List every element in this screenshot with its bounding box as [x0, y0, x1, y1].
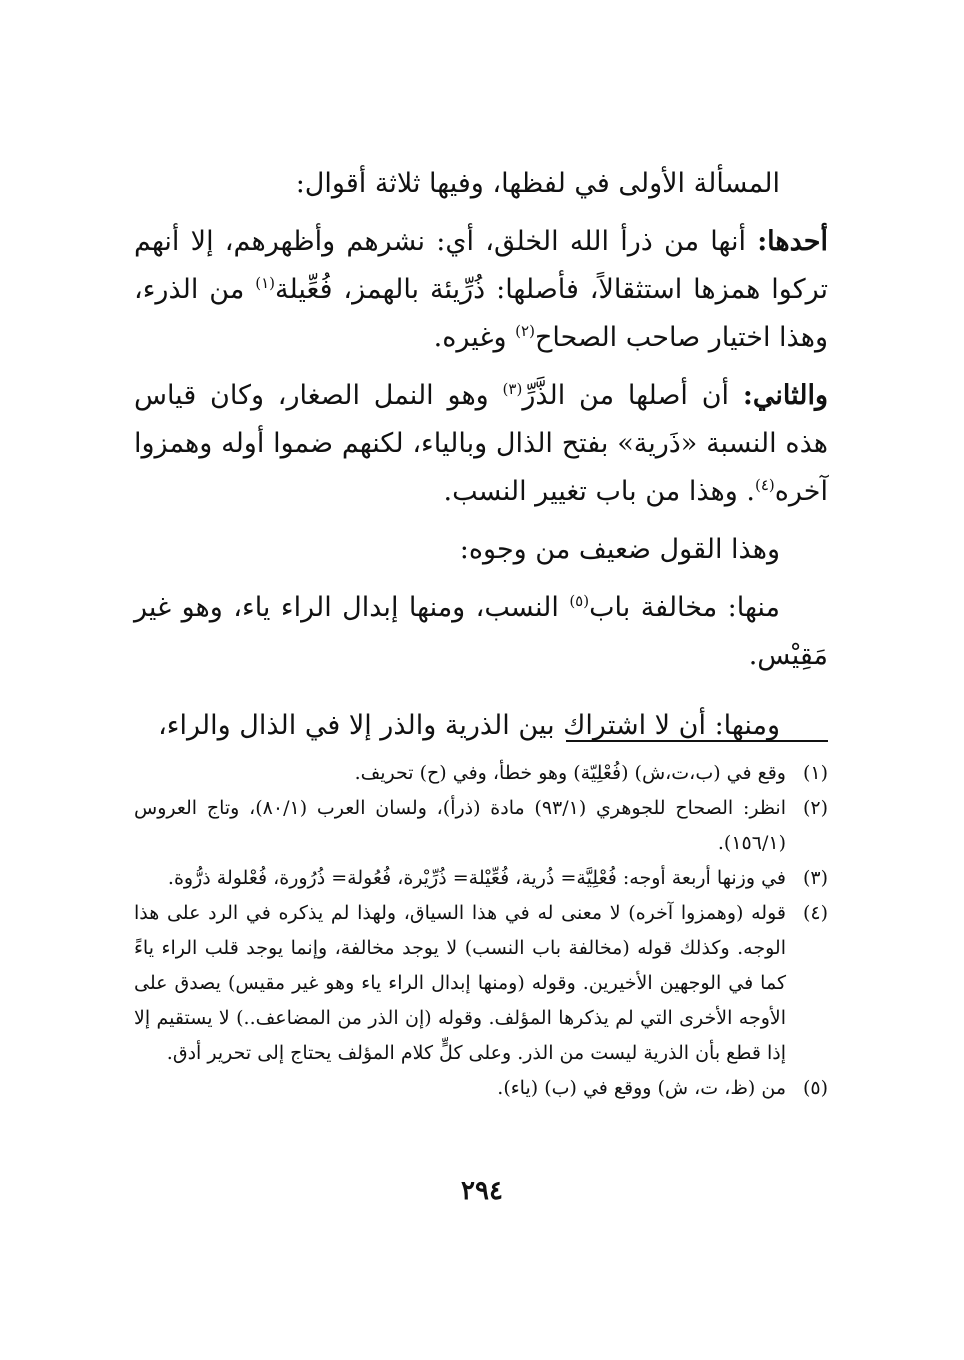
paragraph-2-text-c: وغيره. — [433, 322, 516, 353]
paragraph-5 — [134, 584, 828, 680]
footnote-1 — [134, 756, 828, 791]
paragraph-4-text: وهذا القول ضعيف من وجوه: — [459, 534, 780, 565]
footnote-ref-2: (٢) — [515, 322, 535, 340]
footnote-ref-4: (٤) — [754, 476, 775, 494]
page-number: ٢٩٤ — [461, 1176, 503, 1206]
paragraph-6 — [134, 702, 828, 750]
footnote-number: (٤) — [802, 902, 828, 924]
footnote-text: انظر: الصحاح للجوهري (٩٣/١) مادة (ذرأ)، ولسان العرب (٨٠/١)، وتاج العروس (١٥٦/١). — [134, 797, 786, 854]
paragraph-5-text-b: النسب، ومنها إبدال الراء ياء، وهو غير مَقِيْس. — [134, 592, 828, 671]
paragraph-3-text-c: . وهذا من باب تغيير النسب. — [443, 476, 755, 507]
footnote-number: (٢) — [802, 797, 828, 819]
paragraph-3-lead: والثاني: — [742, 380, 829, 411]
paragraph-3-text-a: أن أصلها من الذَّرِّ — [522, 380, 743, 411]
paragraph-6-text: ومنها: أن لا اشتراك بين الذرية والذر إلا في الذال والراء، — [158, 710, 780, 741]
footnote-ref-1: (١) — [255, 274, 275, 292]
footnote-number: (٥) — [802, 1077, 828, 1099]
footnote-number: (١) — [802, 762, 828, 784]
footnote-ref-5: (٥) — [569, 592, 590, 610]
paragraph-2-text-b: من الذرء، وهذا اختيار صاحب الصحاح — [134, 274, 828, 353]
paragraph-1 — [134, 160, 828, 208]
footnote-3 — [134, 861, 828, 896]
footnote-5 — [134, 1071, 828, 1106]
footnote-separator — [566, 740, 828, 742]
footnote-text: في وزنها أربعة أوجه: فُعْلِيَّة= ذُرية، فُعِّيْلة= ذُرِّيْرة، فُعُولة= ذُرُورة، فُعْلولة ذرُّوة. — [167, 867, 786, 889]
footnote-4 — [134, 896, 828, 1071]
footnote-text: وقع في (ب،ت،ش) (فُعْلِيّة) وهو خطأ، وفي (ح) تحريف. — [354, 762, 786, 784]
footnote-text: من (ظ، ت، ش) ووقع في (ب) (ياء). — [497, 1077, 786, 1099]
paragraph-5-text-a: منها: مخالفة باب — [589, 592, 781, 623]
footnote-number: (٣) — [802, 867, 828, 889]
footnote-ref-3: (٣) — [502, 380, 523, 398]
paragraph-2-text-a: أنها من ذرأ الله الخلق، أي: نشرهم وأظهرهم، إلا أنهم تركوا همزها استثقالاً، فأصلها: ذُرِّيئة بالهمز، فُعِّيلة — [134, 226, 828, 305]
paragraph-2-lead: أحدها: — [757, 226, 828, 257]
paragraph-1-text: المسألة الأولى في لفظها، وفيها ثلاثة أقوال: — [295, 168, 780, 199]
footnote-2 — [134, 791, 828, 861]
paragraph-3-text-b: وهو النمل الصغار، وكان قياس هذه النسبة «ذَرية» بفتح الذال وبالياء، لكنهم ضموا أوله وهمزوا آخره — [134, 380, 828, 507]
footnotes — [134, 756, 828, 1106]
paragraph-2 — [134, 218, 828, 362]
paragraph-3 — [134, 372, 828, 516]
footnote-text: قوله (وهمزوا آخره) لا معنى له في هذا السياق، ولهذا لم يذكره في الرد على هذا الوجه. وكذلك قوله (مخالفة باب النسب) لا يوجد مخالفة، وإنما يوجد قلب الراء ياءً كما في الوجهين الأخيرين. وقوله (ومنها إبدال الراء ياء وهو غير مقيس) يصدق على الأوجه الأخرى التي لم يذكرها المؤلف. وقوله (إن الذر من المضاعف..) لا يستقيم إلا إذا قطع بأن الذرية ليست من الذر. وعلى كلٍّ كلام المؤلف يحتاج إلى تحرير أدق. — [134, 902, 786, 1064]
paragraph-4 — [134, 526, 828, 574]
main-text — [134, 160, 828, 760]
